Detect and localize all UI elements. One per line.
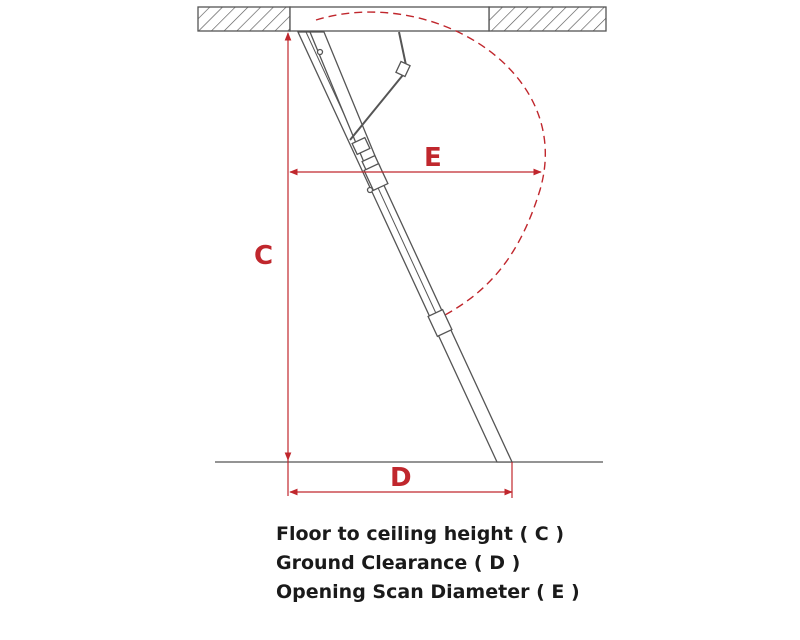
label-d: D [390,463,412,493]
ceiling [198,7,606,31]
legend-item-c: Floor to ceiling height ( C ) [276,523,565,545]
ladder [298,32,512,462]
ceiling-hatch-left [198,7,290,31]
legend-item-e: Opening Scan Diameter ( E ) [276,581,580,603]
legend-item-d: Ground Clearance ( D ) [276,552,521,574]
support-arm [350,70,407,140]
ceiling-hatch-right [489,7,606,31]
label-c: C [254,241,274,271]
legend [276,520,580,607]
label-e: E [424,143,442,173]
hinge-bolt-top [318,50,323,55]
arm-joint [396,61,410,76]
